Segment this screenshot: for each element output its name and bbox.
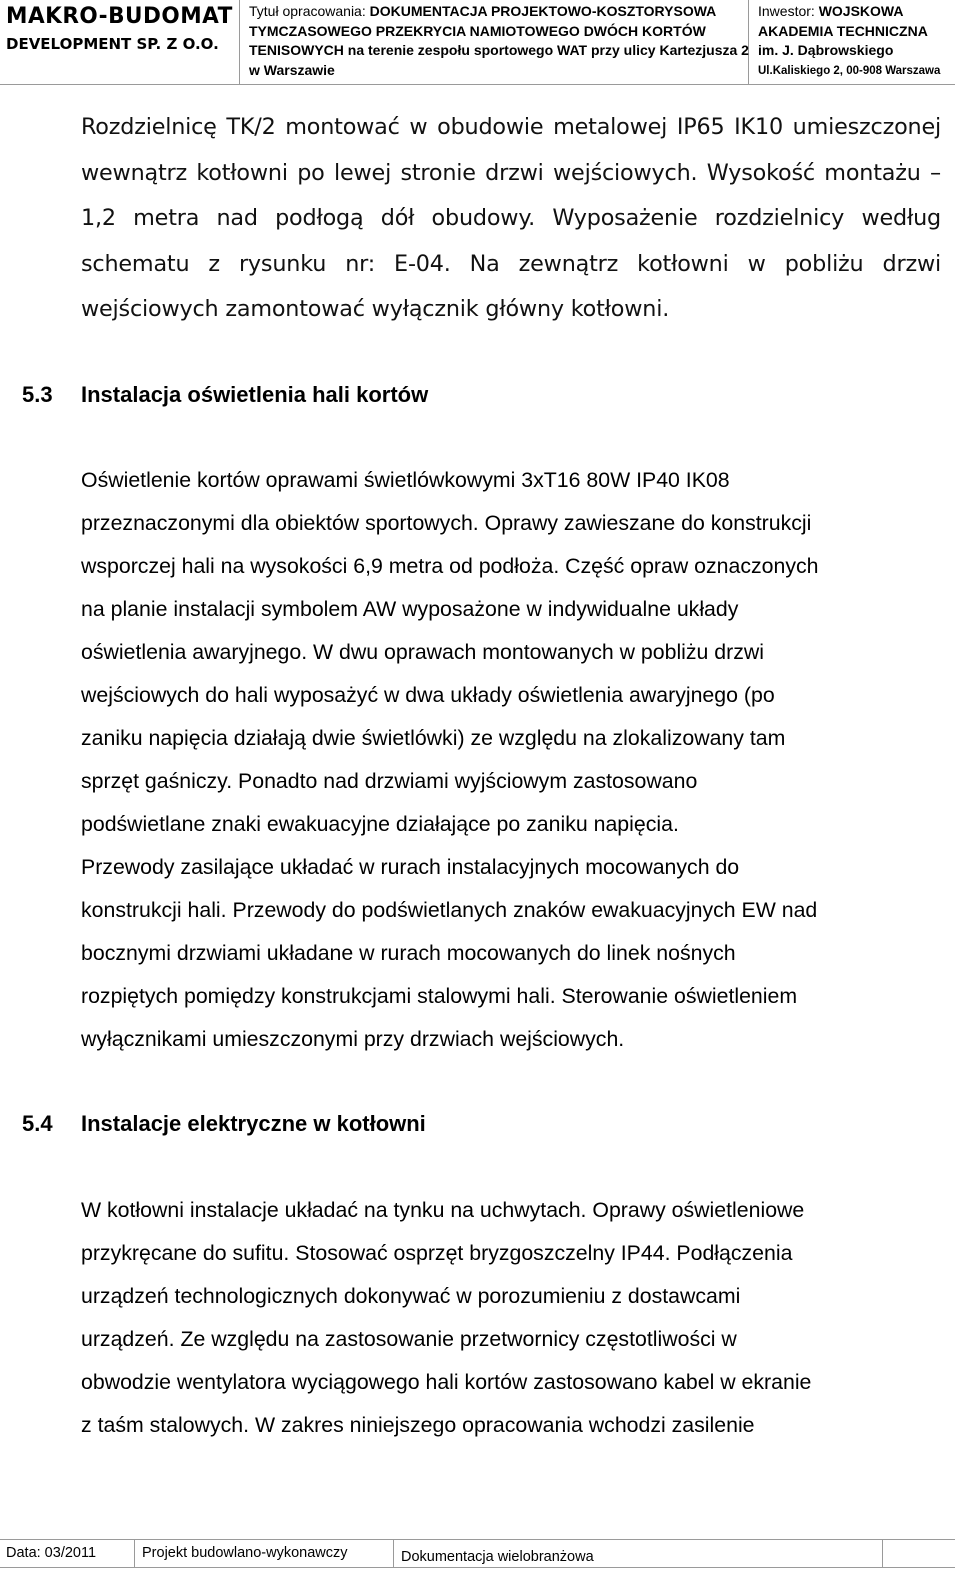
section-53-paragraph — [81, 459, 941, 1061]
text-line: Przewody zasilające układać w rurach instalacyjnych mocowanych do — [81, 855, 740, 879]
investor-line-2: AKADEMIA TECHNICZNA — [758, 23, 928, 39]
text-line: wewnątrz kotłowni po lewej stronie drzwi wejściowych. Wysokość montażu – — [81, 159, 941, 186]
page-header — [0, 0, 955, 85]
text-line: Oświetlenie kortów oprawami świetlówkowymi 3xT16 80W IP40 IK08 — [81, 468, 730, 492]
footer-project-type: Projekt budowlano-wykonawczy — [142, 1545, 348, 1561]
section-heading: Instalacja oświetlenia hali kortów — [81, 382, 429, 407]
company-name: MAKRO-BUDOMAT — [6, 4, 233, 29]
text-line: sprzęt gaśniczy. Ponadto nad drzwiami wyjściowym zastosowano — [81, 769, 698, 793]
text-line: wsporczej hali na wysokości 6,9 metra od podłoża. Część opraw oznaczonych — [81, 554, 819, 578]
section-54-paragraph — [81, 1189, 941, 1447]
text-line: 1,2 metra nad podłogą dół obudowy. Wyposażenie rozdzielnicy według — [81, 205, 941, 232]
footer-doc-type-cell — [395, 1540, 883, 1567]
document-title-block — [241, 0, 749, 84]
title-line-4: w Warszawie — [249, 62, 335, 78]
text-line: bocznymi drzwiami układane w rurach mocowanych do linek nośnych — [81, 941, 736, 965]
text-line: obwodzie wentylatora wyciągowego hali kortów zastosowano kabel w ekranie — [81, 1370, 812, 1394]
text-line: zaniku napięcia działają dwie świetlówki) ze względu na zlokalizowany tam — [81, 726, 786, 750]
investor-line-1: Inwestor: WOJSKOWA — [758, 3, 904, 19]
text-line: schematu z rysunku nr: E-04. Na zewnątrz kotłowni w pobliżu drzwi — [81, 250, 941, 277]
text-line: na planie instalacji symbolem AW wyposażone w indywidualne układy — [81, 597, 739, 621]
text-line: konstrukcji hali. Przewody do podświetlanych znaków ewakuacyjnych EW nad — [81, 898, 818, 922]
text-line: W kotłowni instalacje układać na tynku na uchwytach. Oprawy oświetleniowe — [81, 1198, 805, 1222]
text-line: urządzeń. Ze względu na zastosowanie przetwornicy częstotliwości w — [81, 1327, 737, 1351]
section-number: 5.3 — [22, 382, 53, 407]
text-line: wejściowych do hali wyposażyć w dwa układy oświetlenia awaryjnego (po — [81, 683, 775, 707]
footer-doc-type: Dokumentacja wielobranżowa — [401, 1549, 594, 1565]
investor-block — [750, 0, 955, 84]
text-line: wejściowych zamontować wyłącznik główny kotłowni. — [81, 296, 670, 323]
text-line: z taśm stalowych. W zakres niniejszego opracowania wchodzi zasilenie — [81, 1413, 755, 1437]
text-line: oświetlenia awaryjnego. W dwu oprawach montowanych w pobliżu drzwi — [81, 640, 765, 664]
investor-line-3: im. J. Dąbrowskiego — [758, 42, 894, 58]
text-line: rozpiętych pomiędzy konstrukcjami stalowymi hali. Sterowanie oświetleniem — [81, 984, 798, 1008]
footer-date: Data: 03/2011 — [6, 1545, 97, 1561]
text-line: Rozdzielnicę TK/2 montować w obudowie metalowej IP65 IK10 umieszczonej — [81, 114, 941, 140]
intro-paragraph — [81, 105, 941, 333]
title-line-3: TENISOWYCH na terenie zespołu sportowego WAT przy ulicy Kartezjusza 2 — [249, 42, 749, 58]
company-legal-form: DEVELOPMENT SP. Z O.O. — [6, 35, 219, 53]
investor-address: Ul.Kaliskiego 2, 00-908 Warszawa — [758, 65, 941, 77]
section-heading: Instalacje elektryczne w kotłowni — [81, 1111, 426, 1136]
section-number: 5.4 — [22, 1111, 53, 1136]
text-line: przykręcane do sufitu. Stosować osprzęt bryzgoszczelny IP44. Podłączenia — [81, 1241, 793, 1265]
footer-project-type-cell — [136, 1540, 394, 1567]
title-line-2: TYMCZASOWEGO PRZEKRYCIA NAMIOTOWEGO DWÓCH KORTÓW — [249, 23, 706, 39]
company-logo — [0, 0, 240, 84]
text-line: urządzeń technologicznych dokonywać w porozumieniu z dostawcami — [81, 1284, 741, 1308]
text-line: wyłącznikami umieszczonymi przy drzwiach wejściowych. — [81, 1027, 625, 1051]
text-line: podświetlane znaki ewakuacyjne działające po zaniku napięcia. — [81, 812, 679, 836]
footer-empty-cell — [884, 1540, 955, 1567]
page-footer — [0, 1539, 955, 1568]
text-line: przeznaczonymi dla obiektów sportowych. Oprawy zawieszane do konstrukcji — [81, 511, 812, 535]
footer-date-cell — [0, 1540, 135, 1567]
title-line-1: Tytuł opracowania: DOKUMENTACJA PROJEKTOWO-KOSZTORYSOWA — [249, 3, 717, 19]
